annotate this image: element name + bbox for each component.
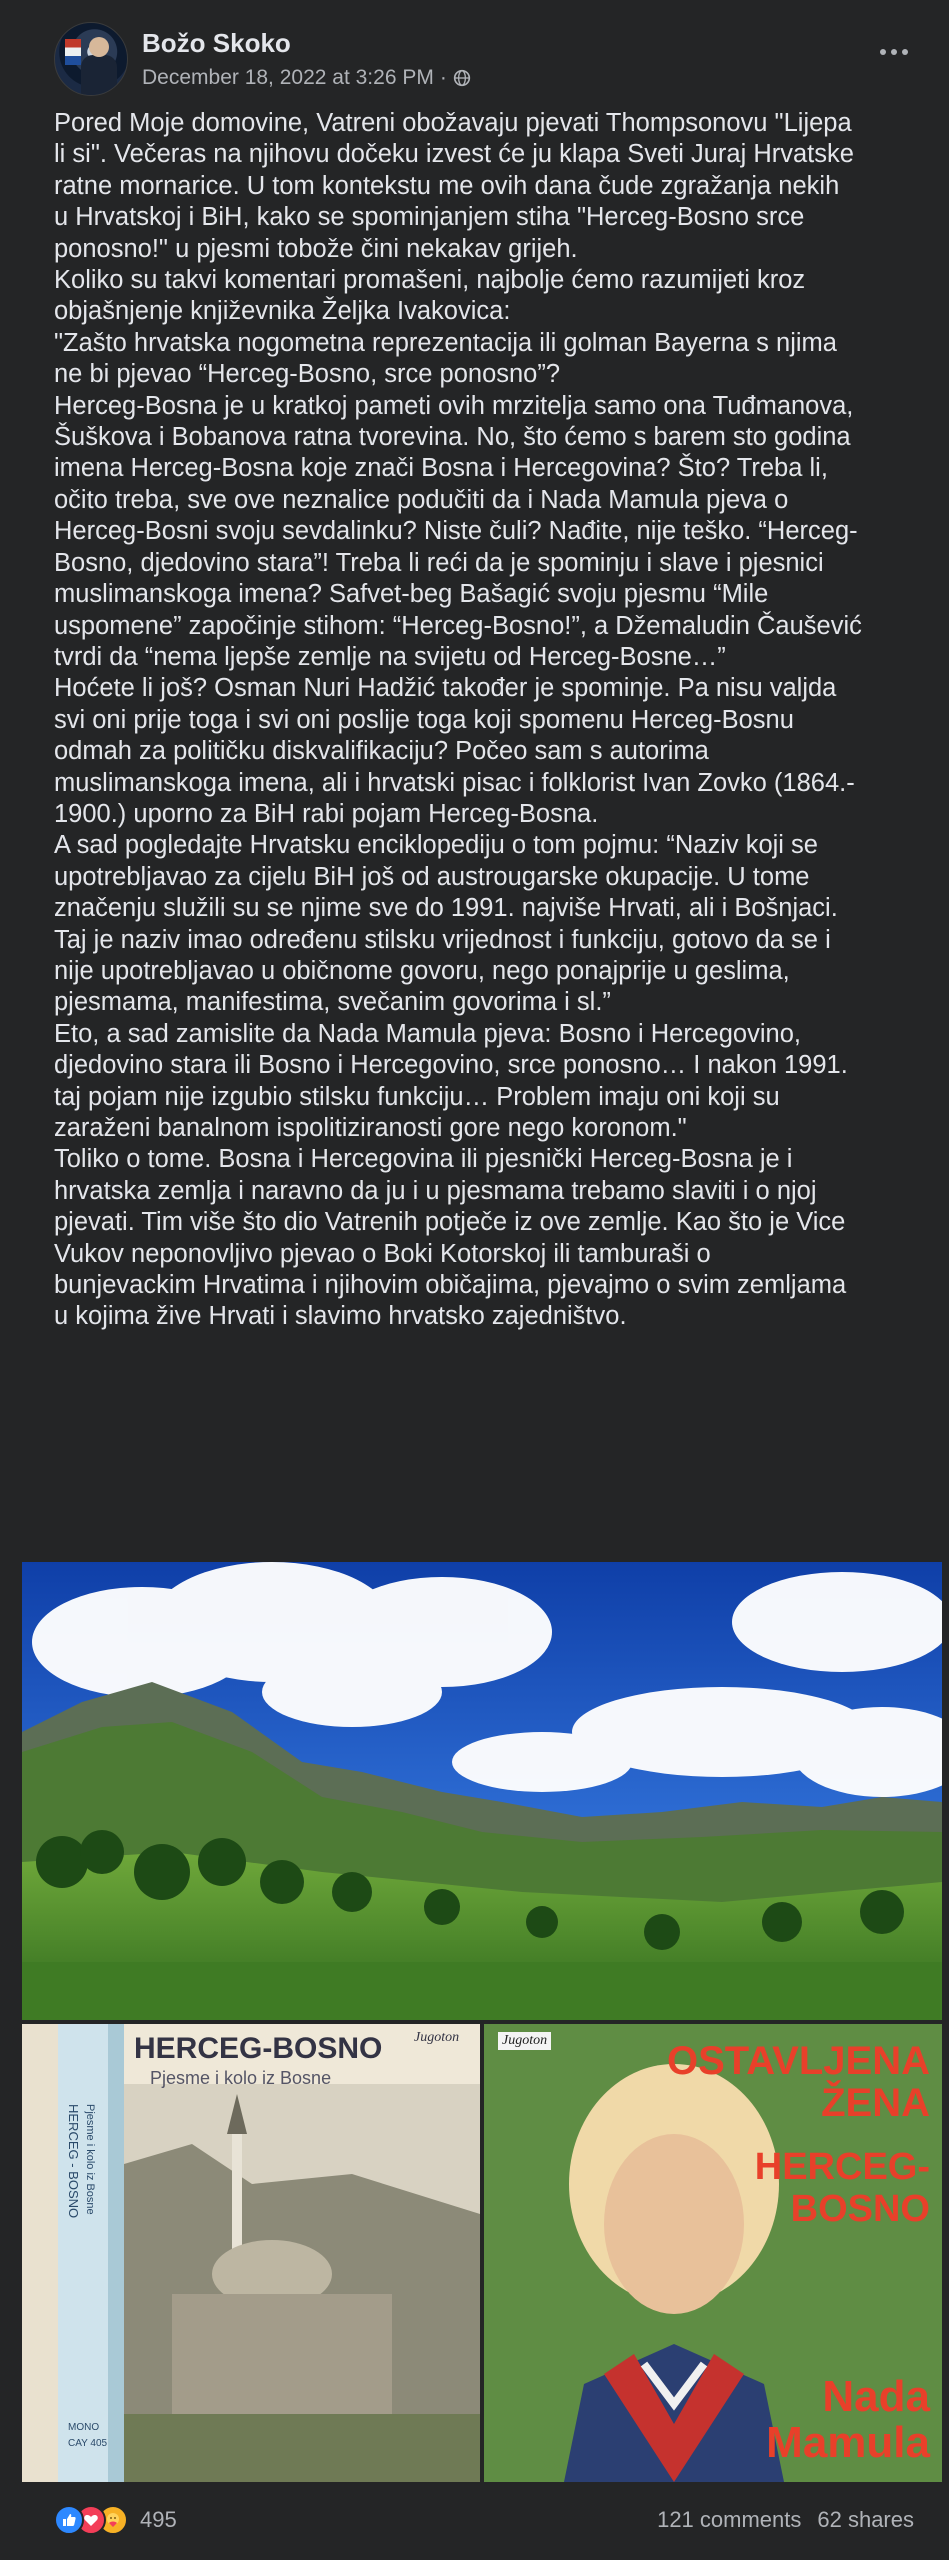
post-text-line: imena Herceg-Bosna koje znači Bosna i Hercegovina? Što? Treba li, — [54, 454, 828, 483]
post-text-line: Šuškova i Bobanova ratna tvorevina. No, što ćemo s barem sto godina — [54, 423, 851, 452]
album-cover-photo[interactable] — [22, 2024, 480, 2482]
post-text-line: očito treba, sve ove neznalice podučiti da i Nada Mamula pjeva o — [54, 485, 789, 514]
post-text-line: Toliko o tome. Bosna i Hercegovina ili pjesnički Herceg-Bosna je i — [54, 1145, 793, 1174]
post-text-line: u kojima žive Hrvati i slavimo hrvatsko zajedništvo. — [54, 1302, 627, 1331]
post-text-line: Bosno, djedovino stara”! Treba li reći da je spominju i slave i pjesnici — [54, 548, 824, 577]
post-text-line: muslimanskoga imena, ali i hrvatski pisac i folklorist Ivan Zovko (1864.- — [54, 768, 855, 797]
post-header — [54, 22, 914, 98]
post-text-line: bunjevackim Hrvatima i njihovim običajima, pjevajmo o svim zemljama — [54, 1271, 847, 1300]
album-subtitle: Pjesme i kolo iz Bosne — [150, 2068, 332, 2088]
album-spine-code: CAY 405 — [68, 2438, 108, 2449]
post-text-line: ne bi pjevao “Herceg-Bosno, srce ponosno”? — [54, 360, 561, 389]
post-text-line: Eto, a sad zamislite da Nada Mamula pjeva: Bosno i Hercegovino, — [54, 1019, 801, 1048]
post-text-line: Herceg-Bosni svoju sevdalinku? Niste čuli? Nađite, nije teško. “Herceg- — [54, 517, 858, 546]
record-label: Jugoton — [498, 2032, 551, 2050]
post-text-line: Koliko su takvi komentari promašeni, najbolje ćemo razumijeti kroz — [54, 266, 806, 295]
album-label: Jugoton — [414, 2030, 460, 2045]
author-name[interactable]: Božo Skoko — [142, 28, 291, 58]
post-text-line: svi oni prije toga i svi oni poslije toga koji spomenu Herceg-Bosnu — [54, 705, 794, 734]
post-text-line: u Hrvatskoj i BiH, kako se spominjanjem stiha "Herceg-Bosno srce — [54, 203, 805, 232]
post-text-line: ponosno!" u pjesmi tobože čini nekakav grijeh. — [54, 234, 578, 263]
shares-count[interactable]: 62 shares — [817, 2507, 914, 2532]
mountain-landscape-photo[interactable] — [22, 1562, 942, 2020]
post-text-line: odmah za političku diskvalifikaciju? Počeo sam s autorima — [54, 737, 709, 766]
post-text-line: upotrebljavao za cijelu BiH još od austrougarske okupacije. U tome — [54, 862, 810, 891]
post-text-line: značenju služili su se njime sve do 1991. najviše Hrvati, ali i Bošnjaci. — [54, 894, 838, 923]
post-text-line: ratne mornarice. U tom kontekstu me ovih dana čude zgražanja nekih — [54, 171, 840, 200]
record-title: OSTAVLJENA ŽENA — [667, 2039, 930, 2125]
post-text-line: A sad pogledajte Hrvatsku enciklopediju o tom pojmu: “Naziv koji se — [54, 831, 818, 860]
post-text-line: objašnjenje književnika Željka Ivakovica: — [54, 297, 511, 326]
post-text-line: nije upotrebljavao u običnome govoru, nego ponajprije u geslima, — [54, 956, 790, 985]
like-icon[interactable] — [54, 2505, 84, 2535]
post-text-line: pjevati. Tim više što dio Vatrenih potječe iz ove zemlje. Kao što je Vice — [54, 1208, 846, 1237]
post-text-line: taj pojam nije izgubio stilsku funkciju… Problem imaju oni koji su — [54, 1082, 780, 1111]
album-spine-title: HERCEG - BOSNO — [66, 2104, 81, 2219]
post-text-line: Hoćete li još? Osman Nuri Hadžić također je spominje. Pa nisu valjda — [54, 674, 837, 703]
reactions[interactable] — [54, 2505, 120, 2535]
more-horizontal-icon[interactable] — [874, 32, 914, 72]
avatar[interactable] — [54, 22, 128, 96]
post-text-line: 1900.) uporno za BiH rabi pojam Herceg-Bosna. — [54, 799, 599, 828]
post-text — [54, 108, 914, 1333]
record-artist: Nada Mamula — [766, 2372, 930, 2467]
comments-count[interactable]: 121 comments — [657, 2507, 802, 2532]
post-text-line: uspomene” započinje stihom: “Herceg-Bosno!”, a Džemaludin Čaušević — [54, 611, 862, 640]
post-text-line: Pored Moje domovine, Vatreni obožavaju pjevati Thompsonovu "Lijepa — [54, 109, 852, 137]
post-text-line: li si". Večeras na njihovu dočeku izvest će ju klapa Sveti Juraj Hrvatske — [54, 140, 854, 169]
album-spine-subtitle: Pjesme i kolo iz Bosne — [84, 2104, 96, 2215]
globe-icon[interactable] — [453, 69, 471, 87]
post-text-line: Taj je naziv imao određenu stilsku vrijednost i funkciju, gotovo da se i — [54, 925, 831, 954]
meta-separator: · — [439, 66, 447, 89]
record-song: HERCEG- BOSNO — [754, 2146, 930, 2230]
post-text-line: muslimanskoga imena? Safvet-beg Bašagić svoju pjesmu “Mile — [54, 580, 769, 609]
post-footer — [54, 2496, 914, 2544]
post-text-line: hrvatska zemlja i naravno da ju i u pjesmama trebamo slaviti i o njoj — [54, 1176, 817, 1205]
record-cover-photo[interactable] — [484, 2024, 942, 2482]
post-meta — [142, 66, 471, 90]
post-text-line: Herceg-Bosna je u kratkoj pameti ovih mrzitelja samo ona Tuđmanova, — [54, 391, 854, 420]
post-text-line: Vukov neponovljivo pjevao o Boki Kotorskoj ili tamburaši o — [54, 1239, 711, 1268]
album-spine-format: MONO — [68, 2422, 100, 2433]
post-text-line: djedovino stara ili Bosno i Hercegovino, srce ponosno… I nakon 1991. — [54, 1051, 848, 1080]
post-text-line: tvrdi da “nema ljepše zemlje na svijetu od Herceg-Bosne…” — [54, 642, 726, 671]
post-text-line: "Zašto hrvatska nogometna reprezentacija ili golman Bayerna s njima — [54, 328, 837, 357]
post-text-line: zaraženi banalnom ispolitiziranosti gore nego koronom." — [54, 1114, 687, 1142]
post-text-line: pjesmama, manifestima, svečanim govorima i sl.” — [54, 988, 611, 1017]
reaction-count[interactable]: 495 — [140, 2507, 177, 2532]
album-title: HERCEG-BOSNO — [134, 2032, 383, 2065]
post-date[interactable]: December 18, 2022 at 3:26 PM — [142, 66, 434, 89]
post-stats — [657, 2507, 914, 2533]
